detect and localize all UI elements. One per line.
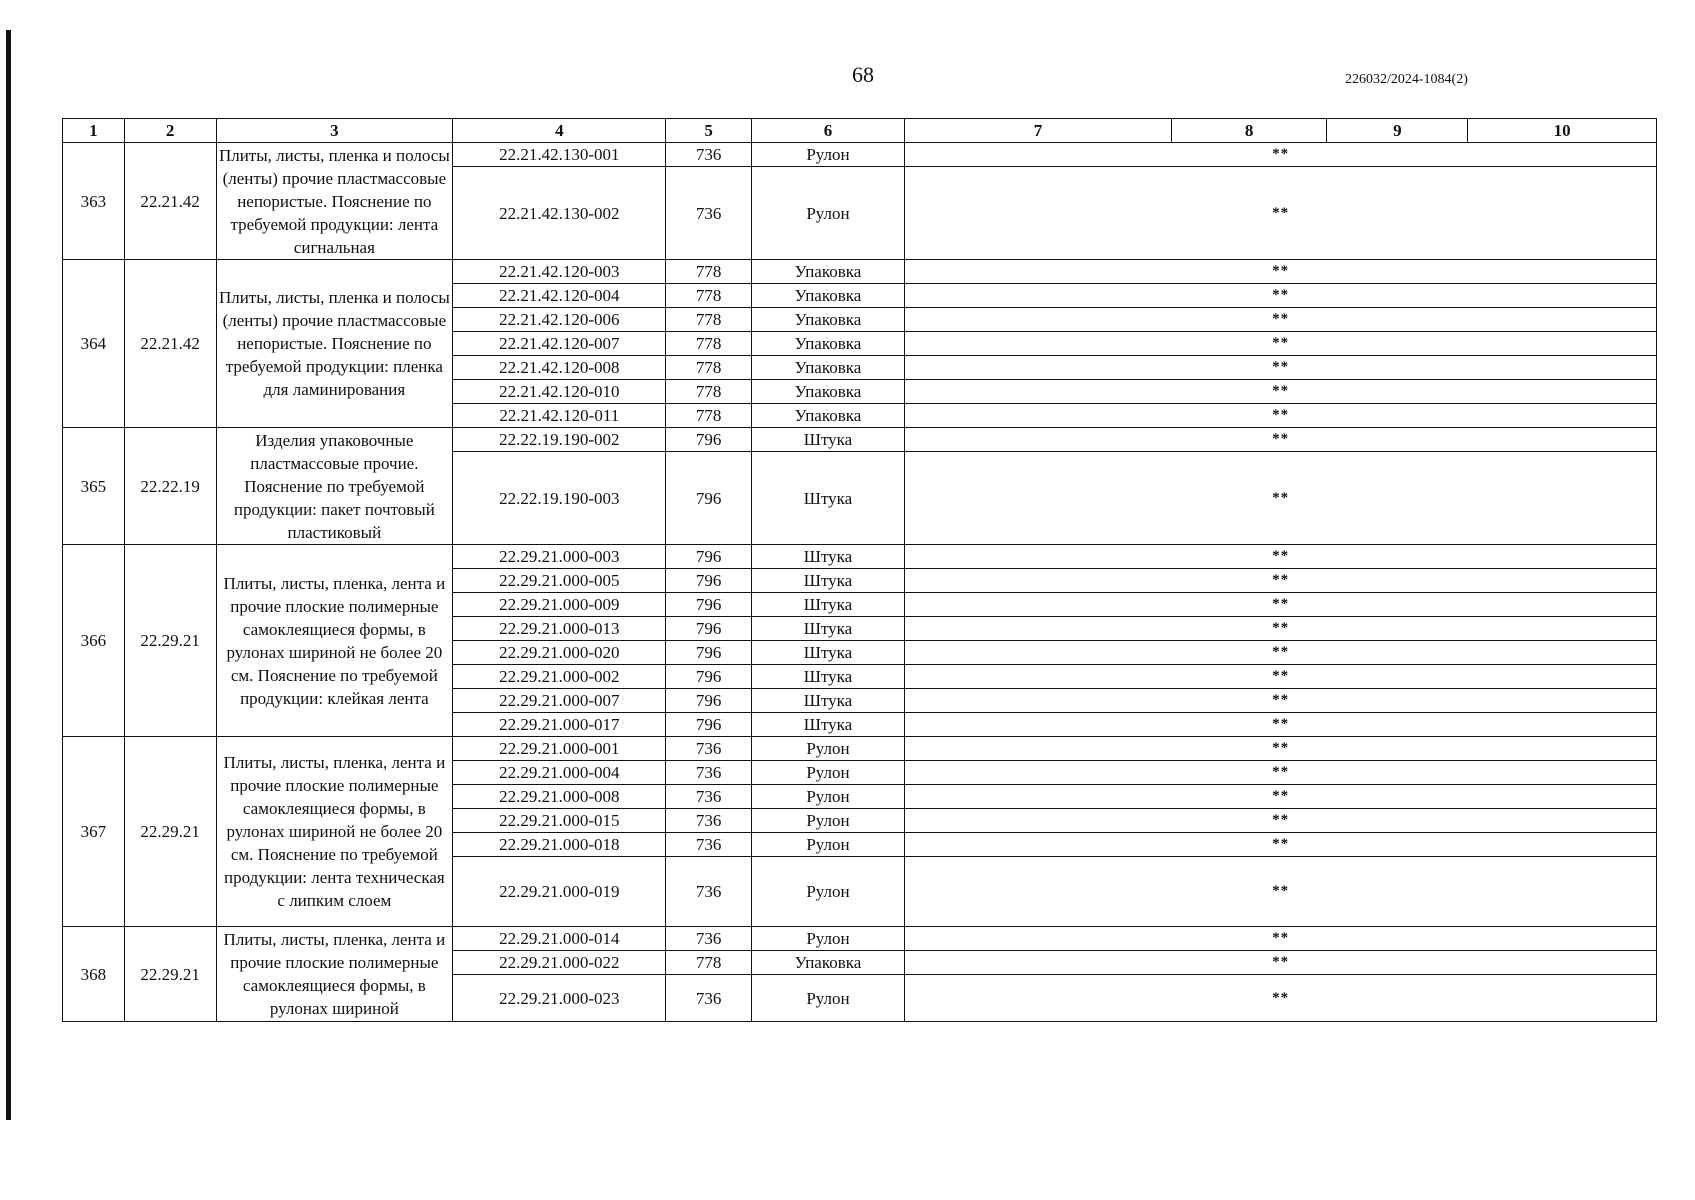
okei-code: 796: [666, 452, 751, 545]
ktru-code: 22.29.21.000-001: [453, 737, 666, 761]
unit-name: Штука: [751, 665, 905, 689]
remark-cell: **: [905, 737, 1657, 761]
ktru-code: 22.29.21.000-009: [453, 593, 666, 617]
row-number: 364: [63, 260, 125, 428]
ktru-code: 22.22.19.190-002: [453, 428, 666, 452]
ktru-code: 22.29.21.000-007: [453, 689, 666, 713]
ktru-code: 22.21.42.120-003: [453, 260, 666, 284]
ktru-code: 22.29.21.000-003: [453, 545, 666, 569]
okei-code: 778: [666, 951, 751, 975]
unit-name: Упаковка: [751, 404, 905, 428]
ktru-code: 22.21.42.120-007: [453, 332, 666, 356]
unit-name: Штука: [751, 569, 905, 593]
okei-code: 736: [666, 975, 751, 1022]
unit-name: Штука: [751, 689, 905, 713]
unit-name: Штука: [751, 641, 905, 665]
table-row: [63, 143, 1657, 167]
ktru-code: 22.29.21.000-008: [453, 785, 666, 809]
remark-cell: **: [905, 975, 1657, 1022]
okei-code: 778: [666, 404, 751, 428]
okei-code: 796: [666, 689, 751, 713]
ktru-code: 22.21.42.130-002: [453, 167, 666, 260]
ktru-code: 22.21.42.120-010: [453, 380, 666, 404]
scan-edge: [6, 30, 11, 1120]
ktru-code: 22.21.42.120-006: [453, 308, 666, 332]
ktru-code: 22.29.21.000-014: [453, 927, 666, 951]
okei-code: 736: [666, 761, 751, 785]
column-header: 4: [453, 119, 666, 143]
okei-code: 778: [666, 332, 751, 356]
remark-cell: **: [905, 617, 1657, 641]
okpd-code: 22.22.19: [124, 428, 216, 545]
row-number: 368: [63, 927, 125, 1022]
column-header: 2: [124, 119, 216, 143]
remark-cell: **: [905, 404, 1657, 428]
unit-name: Рулон: [751, 143, 905, 167]
unit-name: Штука: [751, 713, 905, 737]
remark-cell: **: [905, 428, 1657, 452]
table-row: [63, 737, 1657, 761]
okei-code: 736: [666, 785, 751, 809]
remark-cell: **: [905, 641, 1657, 665]
column-header: 5: [666, 119, 751, 143]
ktru-code: 22.29.21.000-023: [453, 975, 666, 1022]
okei-code: 796: [666, 545, 751, 569]
ktru-code: 22.21.42.130-001: [453, 143, 666, 167]
unit-name: Рулон: [751, 809, 905, 833]
unit-name: Рулон: [751, 761, 905, 785]
table-row: [63, 428, 1657, 452]
header-row: [63, 119, 1657, 143]
row-number: 366: [63, 545, 125, 737]
product-name: Плиты, листы, пленка, лента и прочие плоские полимерные самоклеящиеся формы, в рулонах шириной: [216, 927, 453, 1022]
okei-code: 796: [666, 641, 751, 665]
unit-name: Упаковка: [751, 380, 905, 404]
unit-name: Штука: [751, 617, 905, 641]
ktru-code: 22.29.21.000-018: [453, 833, 666, 857]
remark-cell: **: [905, 380, 1657, 404]
ktru-code: 22.29.21.000-005: [453, 569, 666, 593]
unit-name: Рулон: [751, 785, 905, 809]
product-name: Плиты, листы, пленка и полосы (ленты) прочие пластмассовые непористые. Пояснение по требуемой продукции: лента сигнальная: [216, 143, 453, 260]
column-header: 8: [1171, 119, 1327, 143]
ktru-code: 22.29.21.000-013: [453, 617, 666, 641]
unit-name: Штука: [751, 428, 905, 452]
remark-cell: **: [905, 857, 1657, 927]
remark-cell: **: [905, 785, 1657, 809]
table-row: [63, 545, 1657, 569]
unit-name: Рулон: [751, 167, 905, 260]
ktru-code: 22.29.21.000-017: [453, 713, 666, 737]
okpd-code: 22.29.21: [124, 545, 216, 737]
remark-cell: **: [905, 713, 1657, 737]
unit-name: Упаковка: [751, 951, 905, 975]
okei-code: 778: [666, 356, 751, 380]
column-header: 6: [751, 119, 905, 143]
okei-code: 778: [666, 308, 751, 332]
unit-name: Упаковка: [751, 308, 905, 332]
product-name: Плиты, листы, пленка и полосы (ленты) прочие пластмассовые непористые. Пояснение по требуемой продукции: пленка для ламинирования: [216, 260, 453, 428]
unit-name: Упаковка: [751, 332, 905, 356]
remark-cell: **: [905, 927, 1657, 951]
okei-code: 778: [666, 284, 751, 308]
unit-name: Рулон: [751, 927, 905, 951]
remark-cell: **: [905, 689, 1657, 713]
okei-code: 796: [666, 569, 751, 593]
ktru-code: 22.29.21.000-004: [453, 761, 666, 785]
remark-cell: **: [905, 809, 1657, 833]
remark-cell: **: [905, 452, 1657, 545]
row-number: 367: [63, 737, 125, 927]
remark-cell: **: [905, 332, 1657, 356]
unit-name: Штука: [751, 452, 905, 545]
column-header: 9: [1327, 119, 1468, 143]
okpd-code: 22.21.42: [124, 143, 216, 260]
column-header: 10: [1468, 119, 1657, 143]
product-table: [62, 118, 1657, 1022]
okei-code: 778: [666, 380, 751, 404]
unit-name: Упаковка: [751, 356, 905, 380]
unit-name: Штука: [751, 545, 905, 569]
remark-cell: **: [905, 951, 1657, 975]
row-number: 363: [63, 143, 125, 260]
okei-code: 736: [666, 809, 751, 833]
product-name: Изделия упаковочные пластмассовые прочие. Пояснение по требуемой продукции: пакет почтовый пластиковый: [216, 428, 453, 545]
ktru-code: 22.21.42.120-011: [453, 404, 666, 428]
remark-cell: **: [905, 284, 1657, 308]
remark-cell: **: [905, 545, 1657, 569]
table-row: [63, 260, 1657, 284]
unit-name: Рулон: [751, 857, 905, 927]
table-body: [63, 143, 1657, 1022]
okei-code: 736: [666, 143, 751, 167]
row-number: 365: [63, 428, 125, 545]
ktru-code: 22.21.42.120-008: [453, 356, 666, 380]
unit-name: Рулон: [751, 833, 905, 857]
remark-cell: **: [905, 167, 1657, 260]
ktru-code: 22.29.21.000-022: [453, 951, 666, 975]
ktru-code: 22.29.21.000-015: [453, 809, 666, 833]
ktru-code: 22.29.21.000-020: [453, 641, 666, 665]
okei-code: 796: [666, 428, 751, 452]
remark-cell: **: [905, 143, 1657, 167]
remark-cell: **: [905, 761, 1657, 785]
ktru-code: 22.29.21.000-002: [453, 665, 666, 689]
okei-code: 796: [666, 593, 751, 617]
unit-name: Штука: [751, 593, 905, 617]
okei-code: 736: [666, 927, 751, 951]
okei-code: 796: [666, 713, 751, 737]
table-row: [63, 927, 1657, 951]
unit-name: Упаковка: [751, 284, 905, 308]
document-number: 226032/2024-1084(2): [1345, 72, 1468, 87]
column-header: 7: [905, 119, 1172, 143]
remark-cell: **: [905, 833, 1657, 857]
page-number: 68: [852, 62, 874, 87]
column-header: 3: [216, 119, 453, 143]
okei-code: 736: [666, 167, 751, 260]
product-name: Плиты, листы, пленка, лента и прочие плоские полимерные самоклеящиеся формы, в рулонах шириной не более 20 см. Пояснение по требуемой продукции: клейкая лента: [216, 545, 453, 737]
unit-name: Рулон: [751, 737, 905, 761]
okei-code: 736: [666, 833, 751, 857]
okei-code: 796: [666, 665, 751, 689]
remark-cell: **: [905, 569, 1657, 593]
remark-cell: **: [905, 260, 1657, 284]
okei-code: 796: [666, 617, 751, 641]
remark-cell: **: [905, 308, 1657, 332]
remark-cell: **: [905, 665, 1657, 689]
ktru-code: 22.21.42.120-004: [453, 284, 666, 308]
column-header: 1: [63, 119, 125, 143]
ktru-code: 22.22.19.190-003: [453, 452, 666, 545]
okpd-code: 22.29.21: [124, 927, 216, 1022]
okpd-code: 22.29.21: [124, 737, 216, 927]
product-name: Плиты, листы, пленка, лента и прочие плоские полимерные самоклеящиеся формы, в рулонах шириной не более 20 см. Пояснение по требуемой продукции: лента техническая с липким слоем: [216, 737, 453, 927]
unit-name: Упаковка: [751, 260, 905, 284]
okei-code: 736: [666, 857, 751, 927]
okei-code: 778: [666, 260, 751, 284]
remark-cell: **: [905, 356, 1657, 380]
okei-code: 736: [666, 737, 751, 761]
ktru-code: 22.29.21.000-019: [453, 857, 666, 927]
unit-name: Рулон: [751, 975, 905, 1022]
remark-cell: **: [905, 593, 1657, 617]
okpd-code: 22.21.42: [124, 260, 216, 428]
